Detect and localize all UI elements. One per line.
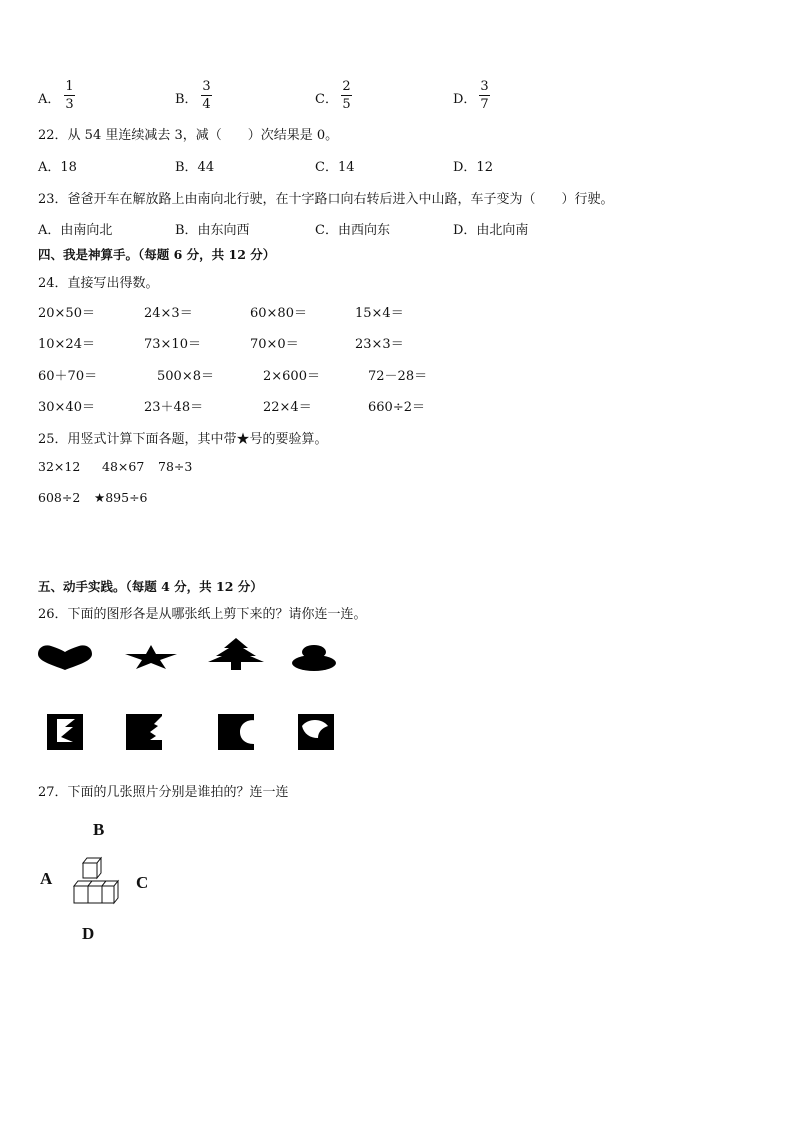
- numerator: 2: [342, 79, 351, 94]
- paper-square-1: [47, 714, 83, 750]
- q21-option-b-fraction: [201, 78, 212, 113]
- q24-item: 23＋48＝: [144, 400, 204, 415]
- q24-item: 500×8＝: [157, 369, 214, 384]
- q24-item: 73×10＝: [144, 337, 201, 352]
- numerator: 1: [65, 79, 74, 94]
- q24-text: 24．直接写出得数。: [38, 276, 159, 291]
- q21-option-b-label: B．: [175, 92, 198, 107]
- q21-option-c-label: C．: [315, 92, 338, 107]
- q23-option-c: C．由西向东: [315, 223, 390, 238]
- q24-item: 2×600＝: [263, 369, 320, 384]
- q27-text: 27．下面的几张照片分别是谁拍的？连一连: [38, 785, 289, 800]
- snowman-shape: [292, 645, 336, 671]
- q25-text: 25．用竖式计算下面各题，其中带★号的要验算。: [38, 432, 328, 447]
- numerator: 3: [202, 79, 211, 94]
- q22-option-a: A．18: [38, 160, 77, 175]
- q26-text: 26．下面的图形各是从哪张纸上剪下来的？请你连一连。: [38, 607, 367, 622]
- q24-item: 660÷2＝: [368, 400, 425, 415]
- denominator: 4: [202, 97, 211, 112]
- tree-shape: [208, 638, 264, 670]
- q25-item: 32×12: [38, 459, 81, 474]
- q22-option-d: D．12: [453, 160, 493, 175]
- q23-option-b: B．由东向西: [175, 223, 250, 238]
- q24-item: 30×40＝: [38, 400, 95, 415]
- q25-item: ★895÷6: [94, 490, 148, 505]
- denominator: 7: [480, 97, 489, 112]
- q22-option-b: B．44: [175, 160, 215, 175]
- q24-item: 70×0＝: [250, 337, 299, 352]
- q23-option-a: A．由南向北: [38, 223, 113, 238]
- q21-option-a-label: A．: [38, 92, 61, 107]
- denominator: 5: [342, 97, 351, 112]
- denominator: 3: [65, 97, 74, 112]
- q24-item: 20×50＝: [38, 306, 95, 321]
- q25-item: 78÷3: [158, 459, 193, 474]
- q22-text: 22．从 54 里连续减去 3，减（ ）次结果是 0。: [38, 128, 339, 143]
- q25-item: 608÷2: [38, 490, 81, 505]
- q24-item: 22×4＝: [263, 400, 312, 415]
- label-d: D: [82, 924, 95, 943]
- q21-option-c-fraction: [341, 78, 352, 113]
- q24-item: 60×80＝: [250, 306, 307, 321]
- q24-item: 10×24＝: [38, 337, 95, 352]
- label-a: A: [40, 869, 53, 888]
- q21-option-d-fraction: [479, 78, 490, 113]
- section5-heading: 五、动手实践。（每题 4 分，共 12 分）: [38, 579, 263, 594]
- label-c: C: [136, 873, 149, 892]
- q25-item: 48×67: [102, 459, 145, 474]
- numerator: 3: [480, 79, 489, 94]
- q24-item: 72－28＝: [368, 369, 428, 384]
- paper-square-2: [126, 714, 162, 750]
- q21-option-d-label: D．: [453, 92, 477, 107]
- q23-option-d: D．由北向南: [453, 223, 529, 238]
- paper-square-4: [298, 714, 334, 750]
- q22-option-c: C．14: [315, 160, 355, 175]
- q24-item: 23×3＝: [355, 337, 404, 352]
- cube-stack-figure: [70, 854, 122, 908]
- q21-option-a-fraction: [64, 78, 75, 113]
- star-shape: [125, 645, 177, 669]
- heart-shape: [38, 644, 92, 670]
- label-b: B: [93, 820, 105, 839]
- q24-item: 60＋70＝: [38, 369, 98, 384]
- q24-item: 15×4＝: [355, 306, 404, 321]
- paper-square-3: [218, 714, 254, 750]
- q24-item: 24×3＝: [144, 306, 193, 321]
- q23-text: 23．爸爸开车在解放路上由南向北行驶，在十字路口向右转后进入中山路，车子变为（ ）行驶。: [38, 192, 614, 207]
- section4-heading: 四、我是神算手。（每题 6 分，共 12 分）: [38, 247, 276, 262]
